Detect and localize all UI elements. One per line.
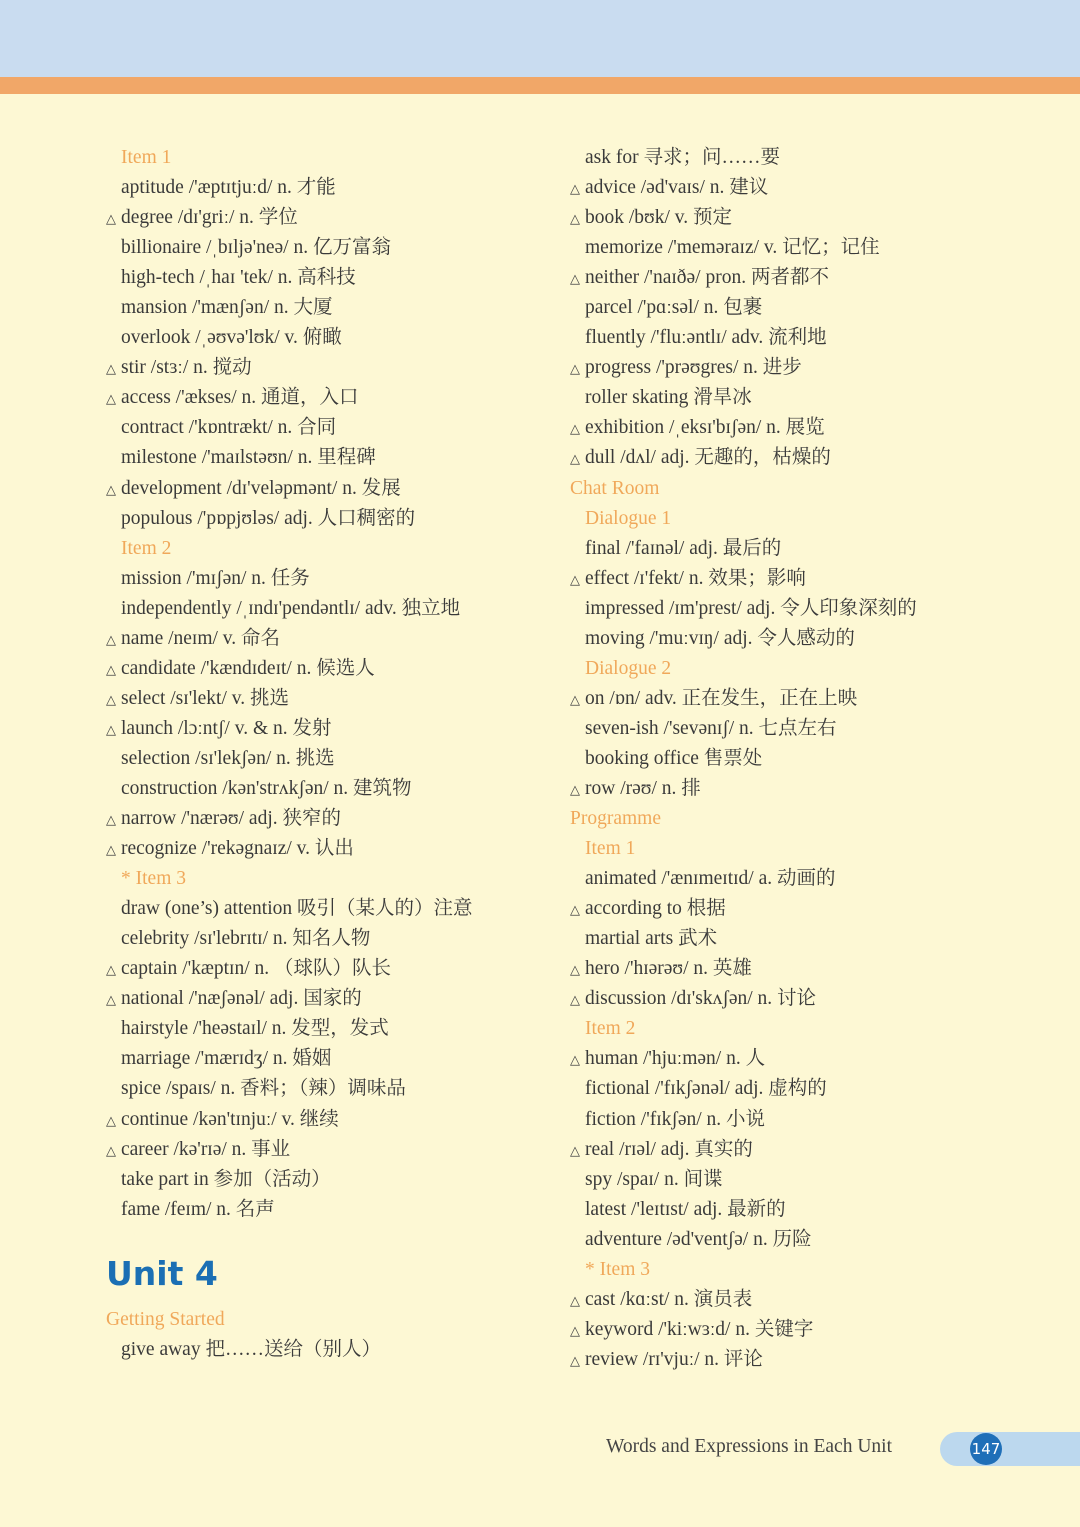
left-column [106, 143, 556, 1365]
triangle-icon: △ [570, 211, 580, 227]
vocab-entry-text: hero /'hɪərəʊ/ n. 英雄 [585, 958, 752, 980]
vocab-entry-text: selection /sɪ'lekʃən/ n. 挑选 [121, 747, 335, 769]
vocab-entry-text: parcel /'pɑːsəl/ n. 包裹 [585, 297, 763, 319]
vocab-entry-text: discussion /dɪ'skʌʃən/ n. 讨论 [585, 988, 817, 1010]
vocab-entry [570, 534, 1050, 564]
vocab-entry [106, 263, 556, 293]
vocab-entry-text: keyword /'kiːwɜːd/ n. 关键字 [585, 1318, 814, 1340]
vocab-entry-text: moving /'muːvɪŋ/ adj. 令人感动的 [585, 627, 855, 649]
orange-divider-strip [0, 77, 1080, 94]
triangle-icon: △ [570, 271, 580, 287]
vocab-entry-text: ask for 寻求；问……要 [585, 147, 780, 168]
section-heading: Item 2 [121, 537, 172, 559]
triangle-icon: △ [570, 1142, 580, 1158]
vocab-entry-text: final /'faɪnəl/ adj. 最后的 [585, 537, 782, 559]
vocab-entry [106, 1135, 556, 1165]
vocab-entry-text: recognize /'rekəgnaɪz/ v. 认出 [121, 838, 354, 860]
vocab-entry-text: real /rɪəl/ adj. 真实的 [585, 1138, 753, 1160]
footer-title: Words and Expressions in Each Unit [606, 1436, 893, 1457]
vocab-entry [570, 413, 1050, 443]
vocab-entry-text: captain /'kæptɪn/ n. （球队）队长 [121, 958, 391, 980]
vocab-entry-text: cast /kɑːst/ n. 演员表 [585, 1288, 753, 1310]
section-heading: * Item 3 [121, 868, 186, 890]
vocab-entry-text: overlook /ˌəʊvə'lʊk/ v. 俯瞰 [121, 327, 342, 349]
vocab-entry [570, 203, 1050, 233]
triangle-icon: △ [570, 992, 580, 1008]
section-heading: Item 2 [585, 1018, 636, 1040]
vocab-entry [570, 924, 1050, 954]
vocab-entry [106, 624, 556, 654]
section-heading: * Item 3 [585, 1258, 650, 1280]
vocab-entry [106, 984, 556, 1014]
triangle-icon: △ [106, 992, 116, 1008]
vocab-entry [570, 1315, 1050, 1345]
section-heading: Item 1 [585, 838, 636, 860]
vocab-entry-text: career /kə'rɪə/ n. 事业 [121, 1138, 291, 1160]
triangle-icon: △ [570, 1322, 580, 1338]
vocab-entry [106, 744, 556, 774]
vocab-entry-text: hairstyle /'heəstaɪl/ n. 发型，发式 [121, 1018, 389, 1040]
vocab-entry [106, 654, 556, 684]
vocab-entry-text: access /'ækses/ n. 通道，入口 [121, 387, 359, 409]
vocab-entry-text: impressed /ɪm'prest/ adj. 令人印象深刻的 [585, 597, 917, 619]
vocab-entry [106, 1014, 556, 1044]
section-heading: Item 1 [121, 147, 172, 168]
triangle-icon: △ [106, 962, 116, 978]
triangle-icon: △ [106, 391, 116, 407]
triangle-icon: △ [570, 962, 580, 978]
vocab-entry [570, 894, 1050, 924]
triangle-icon: △ [570, 1052, 580, 1068]
vocab-entry [570, 564, 1050, 594]
vocab-entry [106, 233, 556, 263]
vocab-entry-text: fiction /'fɪkʃən/ n. 小说 [585, 1108, 766, 1130]
vocab-entry-text: memorize /'meməraɪz/ v. 记忆；记住 [585, 237, 880, 259]
vocab-entry-text: celebrity /sɪ'lebrɪtɪ/ n. 知名人物 [121, 928, 371, 950]
vocab-entry-text: construction /kən'strʌkʃən/ n. 建筑物 [121, 777, 412, 799]
vocab-entry-text: independently /ˌɪndɪ'pendəntlɪ/ adv. 独立地 [121, 597, 461, 619]
vocab-entry [570, 864, 1050, 894]
vocab-entry [106, 383, 556, 413]
triangle-icon: △ [570, 571, 580, 587]
vocab-entry [106, 1165, 556, 1195]
vocab-entry [570, 684, 1050, 714]
triangle-icon: △ [570, 781, 580, 797]
vocab-entry [106, 684, 556, 714]
section-heading: Dialogue 1 [585, 507, 672, 529]
vocab-entry-text: high-tech /ˌhaɪ 'tek/ n. 高科技 [121, 267, 356, 289]
vocab-entry-text: progress /'prəʊgres/ n. 进步 [585, 357, 802, 379]
vocab-entry-text: name /neɪm/ v. 命名 [121, 627, 281, 649]
vocab-entry-text: spy /spaɪ/ n. 间谍 [585, 1168, 723, 1190]
vocab-entry-text: neither /'naɪðə/ pron. 两者都不 [585, 267, 829, 289]
vocab-entry [106, 594, 556, 624]
vocab-entry [106, 1074, 556, 1104]
triangle-icon: △ [106, 361, 116, 377]
triangle-icon: △ [570, 1292, 580, 1308]
triangle-icon: △ [106, 631, 116, 647]
vocab-entry [106, 954, 556, 984]
section-heading: Dialogue 2 [585, 657, 672, 679]
vocab-entry-text: stir /stɜː/ n. 搅动 [121, 357, 252, 379]
vocab-entry-text: roller skating 滑旱冰 [585, 387, 752, 409]
triangle-icon: △ [570, 181, 580, 197]
vocab-entry [570, 293, 1050, 323]
vocab-entry [106, 293, 556, 323]
vocab-entry-text: populous /'pɒpjʊləs/ adj. 人口稠密的 [121, 507, 416, 529]
vocab-entry [570, 594, 1050, 624]
triangle-icon: △ [106, 691, 116, 707]
section-heading-getting-started: Getting Started [106, 1308, 225, 1330]
triangle-icon: △ [106, 721, 116, 737]
vocab-entry-text: fame /feɪm/ n. 名声 [121, 1198, 275, 1220]
triangle-icon: △ [106, 842, 116, 858]
vocab-entry [570, 624, 1050, 654]
vocab-entry [570, 954, 1050, 984]
vocab-entry [570, 1044, 1050, 1074]
vocab-entry-text: mansion /'mænʃən/ n. 大厦 [121, 297, 333, 319]
vocab-entry [570, 173, 1050, 203]
triangle-icon: △ [570, 421, 580, 437]
vocab-entry [570, 443, 1050, 473]
vocab-entry-text: review /rɪ'vjuː/ n. 评论 [585, 1348, 763, 1370]
vocab-entry [570, 1165, 1050, 1195]
triangle-icon: △ [106, 812, 116, 828]
vocab-entry-text: dull /dʌl/ adj. 无趣的，枯燥的 [585, 447, 831, 469]
vocab-entry-text: martial arts 武术 [585, 928, 718, 950]
vocab-entry-text: exhibition /ˌeksɪ'bɪʃən/ n. 展览 [585, 417, 825, 439]
vocab-entry [106, 203, 556, 233]
vocab-entry [106, 804, 556, 834]
vocab-entry [570, 1105, 1050, 1135]
vocab-entry [106, 774, 556, 804]
vocab-entry [570, 263, 1050, 293]
vocab-entry [570, 774, 1050, 804]
triangle-icon: △ [570, 691, 580, 707]
vocab-entry-text: contract /'kɒntrækt/ n. 合同 [121, 417, 337, 439]
vocab-entry-text: fictional /'fɪkʃənəl/ adj. 虚构的 [585, 1078, 827, 1100]
vocab-entry-text: fluently /'fluːəntlɪ/ adv. 流利地 [585, 327, 827, 349]
vocab-entry: give away 把……送给（别人） [121, 1338, 381, 1360]
vocab-entry-text: marriage /'mærɪdʒ/ n. 婚姻 [121, 1048, 332, 1070]
vocab-entry [106, 173, 556, 203]
top-color-band [0, 0, 1080, 77]
vocab-entry [570, 1345, 1050, 1375]
vocab-entry [570, 744, 1050, 774]
vocab-entry [570, 143, 1050, 173]
vocab-entry [570, 353, 1050, 383]
vocab-entry [106, 834, 556, 864]
vocab-entry-text: latest /'leɪtɪst/ adj. 最新的 [585, 1198, 786, 1220]
vocab-entry-text: degree /dɪ'griː/ n. 学位 [121, 207, 298, 229]
vocab-entry [106, 504, 556, 534]
vocab-entry [570, 984, 1050, 1014]
section-heading: Chat Room [570, 477, 660, 499]
vocab-entry [570, 233, 1050, 263]
vocab-entry-text: narrow /'nærəʊ/ adj. 狭窄的 [121, 808, 342, 830]
vocab-entry [106, 353, 556, 383]
vocab-entry-text: billionaire /ˌbɪljə'neə/ n. 亿万富翁 [121, 237, 391, 259]
page-number-badge [940, 1432, 1080, 1466]
vocab-entry [106, 413, 556, 443]
vocab-entry-text: spice /spaɪs/ n. 香料；（辣）调味品 [121, 1078, 406, 1100]
vocab-entry-text: human /'hjuːmən/ n. 人 [585, 1048, 766, 1070]
vocab-entry-text: candidate /'kændɪdeɪt/ n. 候选人 [121, 657, 375, 679]
vocab-entry [106, 443, 556, 473]
vocab-entry-text: advice /əd'vaɪs/ n. 建议 [585, 177, 769, 199]
triangle-icon: △ [106, 1112, 116, 1128]
triangle-icon: △ [570, 1352, 580, 1368]
triangle-icon: △ [570, 361, 580, 377]
vocab-entry-text: draw (one’s) attention 吸引（某人的）注意 [121, 898, 473, 920]
vocab-entry-text: according to 根据 [585, 898, 726, 920]
vocab-entry-text: adventure /əd'ventʃə/ n. 历险 [585, 1228, 812, 1250]
right-column [570, 143, 1050, 1375]
triangle-icon: △ [106, 1142, 116, 1158]
vocab-entry [106, 924, 556, 954]
vocab-entry [570, 383, 1050, 413]
vocab-entry [106, 474, 556, 504]
triangle-icon: △ [570, 902, 580, 918]
vocab-entry [570, 1195, 1050, 1225]
vocab-entry-text: on /ɒn/ adv. 正在发生，正在上映 [585, 687, 858, 709]
vocab-entry [570, 714, 1050, 744]
triangle-icon: △ [106, 481, 116, 497]
vocab-entry-text: book /bʊk/ v. 预定 [585, 207, 733, 229]
vocab-entry [570, 323, 1050, 353]
vocab-entry [570, 1135, 1050, 1165]
vocab-entry-text: seven-ish /'sevənɪʃ/ n. 七点左右 [585, 717, 837, 739]
vocab-entry [106, 1105, 556, 1135]
vocab-entry-text: row /rəʊ/ n. 排 [585, 777, 701, 799]
vocab-entry [106, 1195, 556, 1225]
vocab-entry [106, 564, 556, 594]
vocab-entry-text: booking office 售票处 [585, 747, 763, 769]
vocab-entry-text: take part in 参加（活动） [121, 1168, 331, 1190]
vocab-entry-text: effect /ɪ'fekt/ n. 效果；影响 [585, 567, 806, 589]
section-heading: Programme [570, 808, 661, 830]
vocab-entry-text: select /sɪ'lekt/ v. 挑选 [121, 687, 289, 709]
unit-title: Unit 4 [106, 1253, 218, 1293]
triangle-icon: △ [570, 451, 580, 467]
vocab-entry [570, 1074, 1050, 1104]
vocab-entry [106, 714, 556, 744]
vocab-entry-text: animated /'ænɪmeɪtɪd/ a. 动画的 [585, 868, 836, 890]
vocab-entry-text: mission /'mɪʃən/ n. 任务 [121, 567, 310, 589]
triangle-icon: △ [106, 211, 116, 227]
vocab-entry-text: development /dɪ'veləpmənt/ n. 发展 [121, 477, 401, 499]
vocab-entry-text: continue /kən'tɪnjuː/ v. 继续 [121, 1108, 339, 1130]
vocab-entry-text: national /'næʃənəl/ adj. 国家的 [121, 988, 362, 1010]
vocab-entry-text: launch /lɔːntʃ/ v. & n. 发射 [121, 717, 332, 739]
vocab-entry [106, 894, 556, 924]
triangle-icon: △ [106, 661, 116, 677]
vocab-entry-text: milestone /'maɪlstəʊn/ n. 里程碑 [121, 447, 376, 469]
vocab-entry [570, 1225, 1050, 1255]
vocab-entry-text: aptitude /'æptɪtjuːd/ n. 才能 [121, 177, 336, 199]
vocab-entry [570, 1285, 1050, 1315]
page-number: 147 [970, 1433, 1002, 1465]
vocab-entry [106, 323, 556, 353]
vocab-entry [106, 1044, 556, 1074]
